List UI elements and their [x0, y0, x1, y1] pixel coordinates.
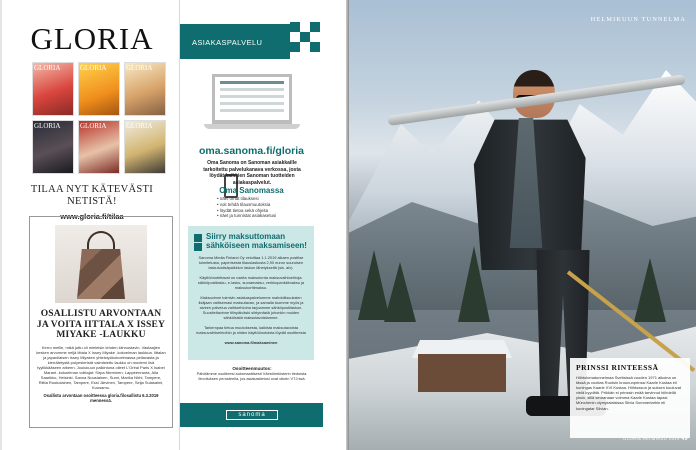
laptop-illustration: [204, 74, 300, 130]
notice-title: Osoitteenmuutos:: [232, 366, 272, 371]
payment-title: Siirry maksuttomaan sähköiseen maksamiseen!: [206, 232, 307, 250]
cover-title: GLORIA: [80, 64, 107, 72]
payment-paragraph: Käyttöönotettavat on useita maksutonta maksuvaihtoehtoja: sähköpostilasku, e-lasku, suoramaksu, verkkopankkimaksu ja maksukorttimaksu.: [197, 275, 305, 290]
page-edge: [0, 0, 2, 450]
service-description: Oma Sanoma on Sanoman asiakkaille tarkoitettu palvelukanava verkossa, josta löydät kaikkien Sanoman tuotteiden asiakaspalvelut.: [203, 160, 301, 186]
magazine-cover: [78, 62, 120, 116]
bag-icon: [77, 249, 125, 299]
payment-box: [188, 226, 314, 360]
magazine-cover: [124, 120, 166, 174]
subscription-column: [22, 22, 162, 221]
contest-box: [29, 216, 173, 428]
pixel-blocks-decoration: [290, 22, 326, 58]
address-notice: [190, 366, 314, 381]
payment-paragraph: Maksuvinne toimivin asiakaspalvelumme mahdollisuuksien lisäjaan valitsemasi maksutavan, ja samalla tuomme myös ja aiveen palvelua vaihtoehtoina tarjoamme sähköpostilaskun. Suositeltavinne tilinpäiväski siirtymästä johonkin muiden sähköisistä maksutavoistamme.: [198, 295, 304, 320]
sanoma-logo: sanoma: [226, 410, 278, 420]
cabin: [418, 354, 506, 392]
pine-tree: [634, 258, 666, 322]
cover-title: GLORIA: [126, 64, 153, 72]
caption-title: PRINSSI RINTEESSÄ: [576, 363, 659, 372]
laptop-screen: [212, 74, 292, 124]
magazine-cover: [124, 62, 166, 116]
payment-link[interactable]: www.sanoma.fi/maksaminen: [224, 340, 278, 345]
bag-photo: [55, 225, 147, 303]
list-item: • voit tehdä tilausmuutoksia: [217, 202, 297, 208]
gloria-logo: GLORIA: [30, 21, 154, 56]
cover-title: GLORIA: [34, 64, 61, 72]
magazine-cover: [78, 120, 120, 174]
contest-body: Kerro meille, mikä juttu oli mieleisin lehden kiinnostavin. Vastaajien kesken arvomme neljä Iittala X Issey Miyake -kokoelman laukkua. Iittalan ja japanilaisen Issey Miyaken yhteistyökokoelmassa pellavasta ja kierrätetystä polyesteristä valmistettu laukku on moderni lisä tyylikkääseen arkeen. Joulukuun palkintona olleet L'Oréal Paris X Isabel Marant -kokoelman voittajat: Sirpa Nieminen, Lappeenranta, Aila Saarikko, Helsinki, Sanna Nousiainen, Sumi, Marika Nirhi, Tampere, Riitta Ruokolainen, Tampere, Essi Järvinen, Tampere, Seija Sulasalmi, Kuusamo.: [36, 344, 166, 390]
list-item: • näet ja tunnistat asiakasetusi: [217, 213, 297, 219]
spine-shadow: [346, 0, 349, 450]
list-item: • löydät tietoa sekä ohjeita: [217, 208, 297, 214]
laptop-base: [204, 124, 300, 129]
right-page-photo: [348, 0, 696, 450]
footer-text: GLORIA HELMIKUU 2019: [623, 436, 680, 441]
page-number: 49: [681, 436, 688, 442]
order-url[interactable]: www.gloria.fi/tilaa: [60, 212, 124, 221]
payment-paragraph: Tarkempaa tietoa muutoksesta, kaikista maksutavoista maksuvaihtoehtoihin ja niiden käyttöönotoista löydät osoitteesta: [196, 325, 306, 335]
oma-sanoma-title: Oma Sanomassa: [219, 186, 284, 195]
magazine-cover: [32, 62, 74, 116]
service-heading: ASIAKASPALVELU: [180, 24, 290, 59]
list-item: • näet omat tilauksesi: [217, 196, 297, 202]
square-icon: [194, 234, 202, 242]
caption-text: Hiihtolomatunnelmaa Sveitsissä vuoden 1971 aikoina on tässä ja vuotias Ruotsin kruununprinssi Kaarle Kustaa eli kuningas Kaarle XVI Kustaa. Hiihtoasun ja suksen kuuluvat vielä kyydittä. Prikkän ei prinssin enää tarvinnut hiihdellä yksin, sillä seuranaan voimma Kaarle Kustaa tapasi Münchenin olympialaisissa Silvia Sommerlathin eli kuningatar Silvian.: [576, 375, 681, 411]
cover-title: GLORIA: [80, 122, 107, 130]
magazine-cover: [32, 120, 74, 174]
cover-title: GLORIA: [126, 122, 153, 130]
service-url[interactable]: oma.sanoma.fi/gloria: [198, 145, 305, 157]
payment-header: [194, 232, 308, 250]
customer-service-column: [180, 0, 323, 450]
sanoma-footer: [180, 403, 323, 427]
contest-deadline: Osallistu arvontaan osoitteessa gloria.fi/osallistu 6.3.2019 mennessä.: [43, 392, 159, 403]
notice-body: Päivitämme osoitteesi automaattisesti Väestörekisterin tiedoista. Ilmoituksen perusteella, jos asiakastietosi ovat oikein VTJ:ssä.: [196, 371, 308, 381]
page-footer: [623, 436, 688, 442]
magazine-covers: [32, 62, 162, 174]
cover-title: GLORIA: [34, 122, 61, 130]
pine-tree: [384, 262, 416, 322]
order-headline: TILAA NYT KÄTEVÄSTI NETISTÄ!: [30, 184, 154, 207]
oma-sanoma-list: [217, 196, 297, 219]
photo-caption: [570, 358, 690, 438]
payment-paragraph: Sanoma Media Finland Oy veloittaa 1.1.2019 alkaen postitse toimitetusta, paperisesta tilauslaskusta 2,90 euron suuruisen laskutuslisäpalkkion laskun lähetykseltä (sis. alv).: [198, 255, 304, 270]
section-label: HELMIKUUN TUNNELMA: [590, 16, 686, 23]
contest-title: OSALLISTU ARVONTAAN JA VOITA IITTALA X ISSEY MIYAKE -LAUKKU: [36, 309, 166, 340]
